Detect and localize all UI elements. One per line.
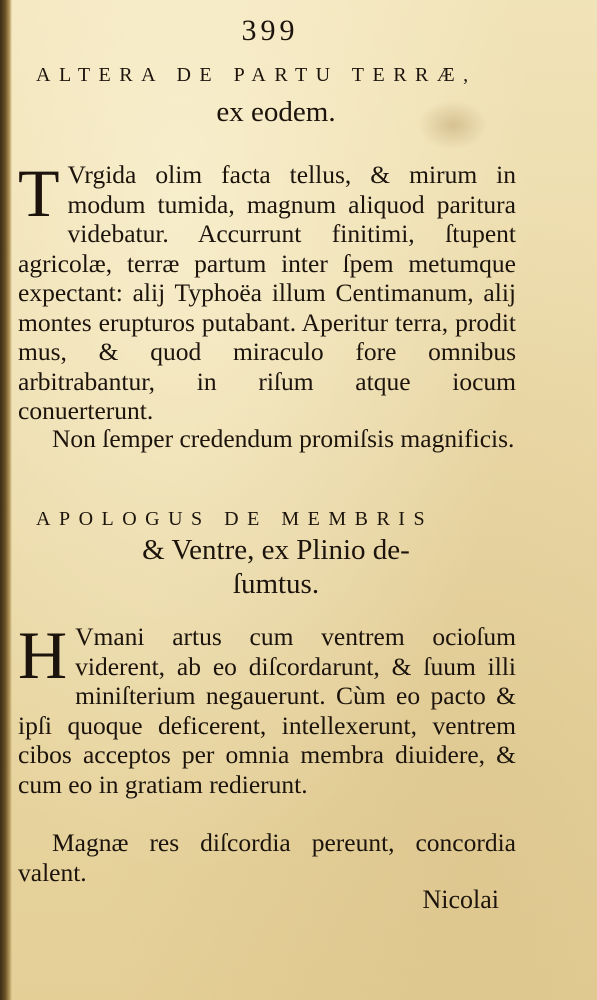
section2-moral: Magnæ res diſcordia pereunt, concordia valent. bbox=[18, 828, 516, 887]
section2-dropcap: H bbox=[18, 617, 68, 693]
section2-subtitle-cont: ſumtus. bbox=[232, 568, 320, 600]
section2-body-text: Vmani artus cum ventrem ocioſum viderent, ab eo diſcordarunt, & ſuum illi miniſterium negauerunt. Cùm eo pacto & ipſi quoque deficerent, intellexerunt, ventrem cibos acceptos per omnia membra diuidere, & cum eo in gratiam redierunt. bbox=[18, 622, 516, 799]
catchword: Nicolai bbox=[422, 885, 499, 914]
section1-dropcap: T bbox=[18, 155, 60, 231]
section2-title: APOLOGUS DE MEMBRIS bbox=[36, 508, 434, 530]
section2-body bbox=[18, 617, 516, 799]
section1-moral: Non ſemper credendum promiſsis magnificis. bbox=[52, 424, 515, 453]
binding-edge bbox=[0, 0, 12, 1000]
section2-subtitle: & Ventre, ex Plinio de- bbox=[142, 534, 410, 566]
section1-body-text: Vrgida olim facta tellus, & mirum in modum tumida, magnum aliquod paritura videbatur. Accurrunt finitimi, ſtupent agricolæ, terræ partum inter ſpem metumque expectant: alij Typhoëa illum Centimanum, alij montes erupturos putabant. Aperitur terra, prodit mus, & quod miraculo fore omnibus arbitrabantur, in riſum atque iocum conuerterunt. bbox=[18, 160, 516, 425]
section1-body bbox=[18, 155, 516, 426]
section1-subtitle: ex eodem. bbox=[216, 96, 336, 128]
page-number: 399 bbox=[241, 14, 299, 47]
section1-title: ALTERA DE PARTU TERRÆ, bbox=[36, 64, 477, 86]
